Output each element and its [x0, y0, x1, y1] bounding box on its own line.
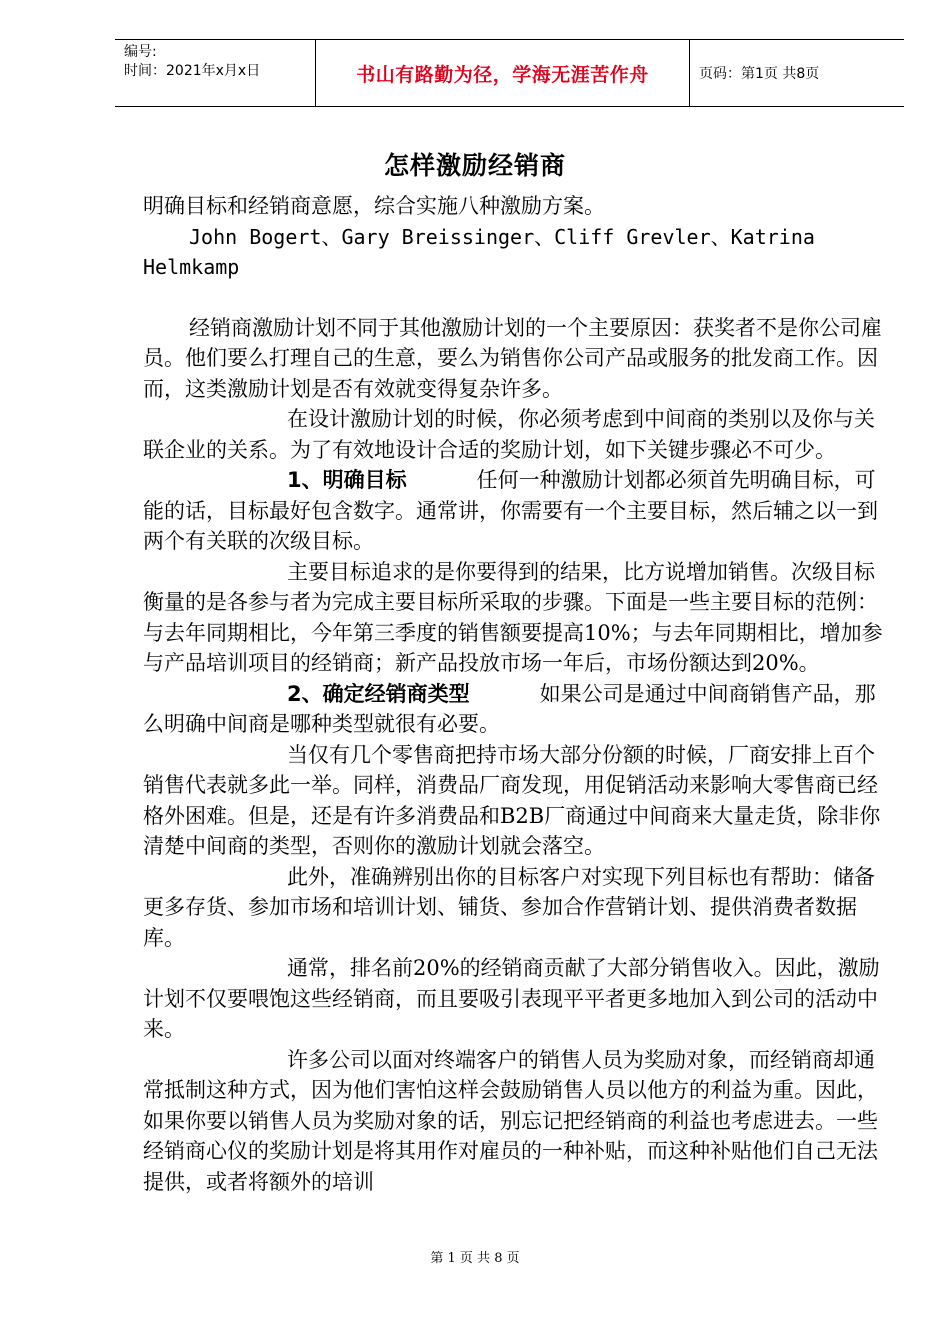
document-header — [115, 39, 904, 107]
section-2-text: 如果公司是通过中间商销售产品，那么明确中间商是哪种类型就很有必要。 — [143, 681, 876, 736]
paragraph-gap — [143, 283, 883, 313]
paragraph-1: 经销商激励计划不同于其他激励计划的一个主要原因：获奖者不是你公司雇员。他们要么打理自己的生意，要么为销售你公司产品或服务的批发商工作。因而，这类激励计划是否有效就变得复杂许多。 — [143, 315, 882, 401]
section-1-text: 任何一种激励计划都必须首先明确目标，可能的话，目标最好包含数字。通常讲，你需要有一个主要目标，然后辅之以一到两个有关联的次级目标。 — [143, 468, 878, 553]
paragraph-2: 在设计激励计划的时候，你必须考虑到中间商的类别以及你与关联企业的关系。为了有效地设计合适的奖励计划，如下关键步骤必不可少。 — [143, 407, 875, 462]
page-footer: 第 1 页 共 8 页 — [430, 1251, 520, 1266]
section-2 — [143, 679, 883, 740]
document-subtitle: 明确目标和经销商意愿，综合实施八种激励方案。 — [143, 194, 605, 218]
header-time-label: 时间：2021年x月x日 — [124, 63, 261, 79]
document-title: 怎样激励经销商 — [383, 151, 566, 180]
document-authors: John Bogert、Gary Breissinger、Cliff Grevler、Katrina Helmkamp — [143, 224, 815, 279]
section-2-heading: 2、确定经销商类型 — [287, 681, 470, 706]
paragraph-3: 主要目标追求的是你要得到的结果，比方说增加销售。次级目标衡量的是各参与者为完成主要目标所采取的步骤。下面是一些主要目标的范例：与去年同期相比，今年第三季度的销售额要提高10%；与去年同期相比，增加参与产品培训项目的经销商；新产品投放市场一年后，市场份额达到20%。 — [143, 559, 883, 675]
header-motto: 书山有路勤为径，学海无涯苦作舟 — [316, 40, 690, 106]
header-meta — [115, 40, 316, 106]
header-page-info: 页码：第1页 共8页 — [699, 66, 820, 82]
section-1-heading: 1、明确目标 — [287, 468, 407, 492]
paragraph-5: 此外，准确辨别出你的目标客户对实现下列目标也有帮助：储备更多存货、参加市场和培训计划、铺货、参加合作营销计划、提供消费者数据库。 — [143, 864, 875, 950]
paragraph-7: 许多公司以面对终端客户的销售人员为奖励对象，而经销商却通常抵制这种方式，因为他们害怕这样会鼓励销售人员以他方的利益为重。因此，如果你要以销售人员为奖励对象的话，别忘记把经销商的利益也考虑进去。一些经销商心仪的奖励计划是将其用作对雇员的一种补贴，而这种补贴他们自己无法提供，或者将额外的培训 — [143, 1047, 878, 1194]
document-body — [143, 191, 883, 1197]
paragraph-4: 当仅有几个零售商把持市场大部分份额的时候，厂商安排上百个销售代表就多此一举。同样，消费品厂商发现，用促销活动来影响大零售商已经格外困难。但是，还是有许多消费品和B2B厂商通过中间商来大量走货，除非你清楚中间商的类型，否则你的激励计划就会落空。 — [143, 742, 881, 858]
header-number-label: 编号: — [124, 44, 157, 60]
paragraph-6: 通常，排名前20%的经销商贡献了大部分销售收入。因此，激励计划不仅要喂饱这些经销商，而且要吸引表现平平者更多地加入到公司的活动中来。 — [143, 956, 880, 1041]
section-1 — [143, 465, 883, 557]
